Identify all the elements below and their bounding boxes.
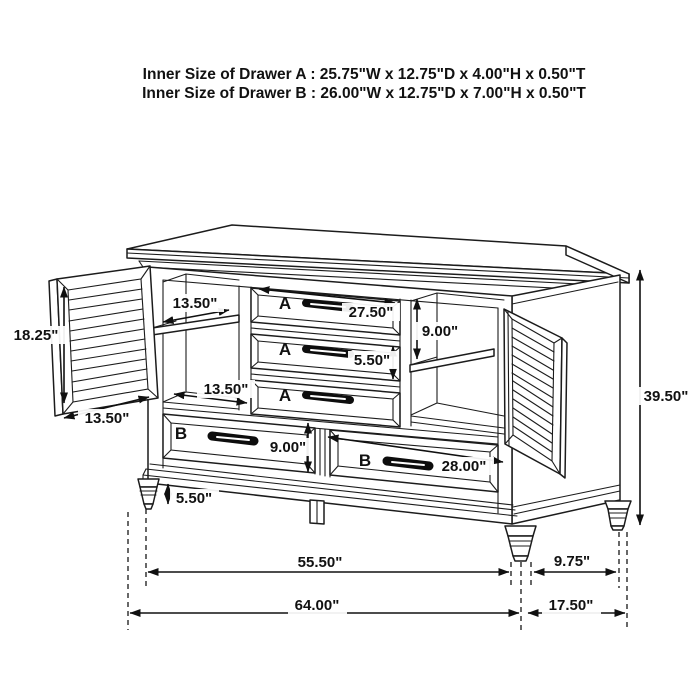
drawer-b2-letter: B [358, 451, 372, 470]
dim-overall-height [637, 270, 696, 525]
left-door [49, 266, 158, 416]
dim-overall-width [130, 596, 519, 614]
dim-leg-span-depth [534, 552, 616, 572]
drawer-a1-letter: A [278, 294, 292, 313]
drawer-a-size-text: Inner Size of Drawer A : 25.75"W x 12.75"D x 4.00"H x 0.50"T [142, 66, 586, 83]
dim-door-height-label: 18.25" [13, 327, 59, 344]
dim-leg-span-width [148, 553, 509, 572]
dim-drawer-b-width-label: 28.00" [441, 458, 487, 475]
dim-drawer-a-width-label: 27.50" [348, 304, 394, 321]
dim-overall-depth-label: 17.50" [548, 597, 594, 614]
drawer-a3-letter: A [278, 386, 292, 405]
front-left-foot [138, 479, 159, 509]
dim-overall-height-label: 39.50" [643, 388, 689, 405]
dim-left-shelf-width-label: 13.50" [172, 295, 218, 312]
drawer-a2-letter: A [278, 340, 292, 359]
middle-leg [310, 500, 324, 524]
dim-leg-height-label: 5.50" [175, 490, 213, 507]
drawer-b-size-text: Inner Size of Drawer B : 26.00"W x 12.75"D x 7.00"H x 0.50"T [142, 85, 586, 102]
drawer-b1-letter: B [174, 424, 188, 443]
back-right-foot [605, 501, 631, 530]
dim-right-compartment-height-label: 9.00" [421, 323, 459, 340]
dim-left-floor-width-label: 13.50" [203, 381, 249, 398]
dim-drawer-a-front-height-label: 5.50" [353, 352, 391, 369]
dim-drawer-b-height-label: 9.00" [269, 439, 307, 456]
header-text [142, 66, 586, 102]
dim-overall-depth [528, 596, 625, 614]
dim-leg-span-depth-label: 9.75" [553, 553, 591, 570]
dim-overall-width-label: 64.00" [294, 597, 340, 614]
dim-leg-span-width-label: 55.50" [297, 554, 343, 571]
dim-door-width-label: 13.50" [84, 410, 130, 427]
front-right-foot [505, 526, 536, 561]
